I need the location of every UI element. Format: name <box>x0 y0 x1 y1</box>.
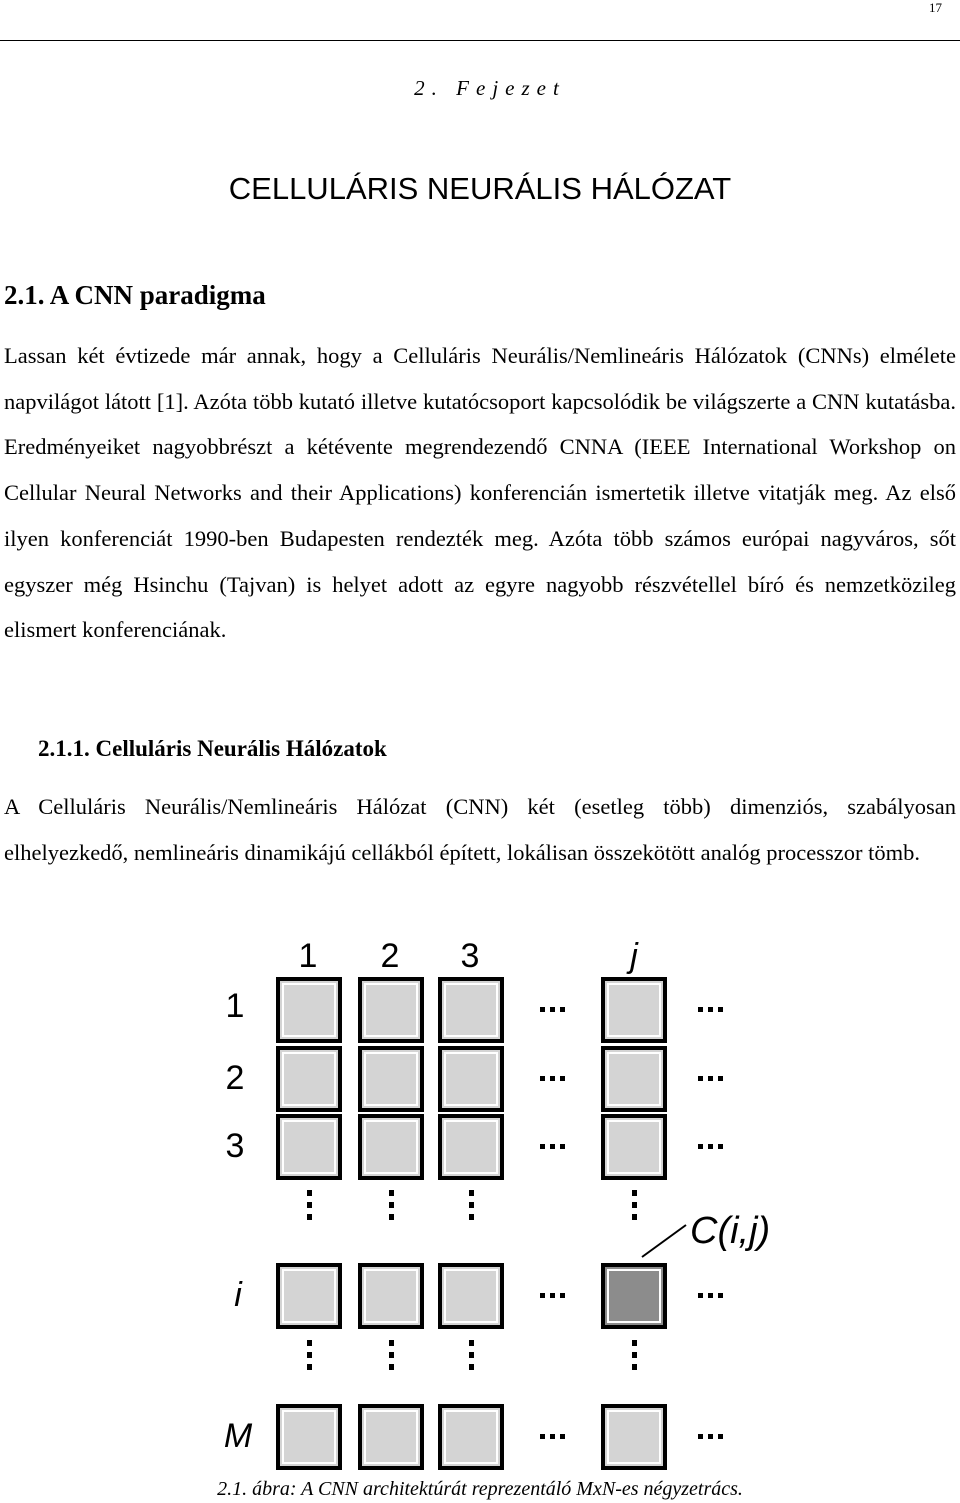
col-label-j: j <box>630 937 638 975</box>
cell <box>603 979 665 1041</box>
leader-line <box>642 1225 686 1257</box>
horizontal-ellipsis-dot <box>540 1293 545 1298</box>
vertical-ellipsis-dot <box>632 1190 637 1196</box>
horizontal-ellipsis-dot <box>550 1144 555 1149</box>
cell <box>360 1265 422 1327</box>
cell <box>603 1116 665 1178</box>
horizontal-ellipsis-dot <box>550 1293 555 1298</box>
vertical-ellipsis-dot <box>469 1214 474 1220</box>
vertical-ellipsis-dot <box>389 1214 394 1220</box>
col-label-2: 2 <box>380 937 400 975</box>
horizontal-ellipsis-dot <box>718 1007 723 1012</box>
vertical-ellipsis-dot <box>307 1214 312 1220</box>
horizontal-ellipsis-dot <box>540 1076 545 1081</box>
cell <box>360 1406 422 1468</box>
vertical-ellipsis-dot <box>389 1364 394 1370</box>
horizontal-ellipsis-dot <box>560 1293 565 1298</box>
row-label-M: M <box>223 1417 253 1455</box>
vertical-ellipsis-dot <box>389 1340 394 1346</box>
vertical-ellipsis-dot <box>389 1190 394 1196</box>
cell <box>278 1406 340 1468</box>
subsection-heading: 2.1.1. Celluláris Neurális Hálózatok <box>38 736 387 761</box>
horizontal-ellipsis-dot <box>540 1007 545 1012</box>
horizontal-ellipsis-dot <box>698 1007 703 1012</box>
vertical-ellipsis-dot <box>469 1202 474 1208</box>
horizontal-ellipsis-dot <box>540 1434 545 1439</box>
horizontal-ellipsis-dot <box>718 1293 723 1298</box>
cell <box>360 979 422 1041</box>
section-heading: 2.1. A CNN paradigma <box>4 280 266 310</box>
col-label-1: 1 <box>298 937 318 975</box>
horizontal-ellipsis-dot <box>550 1007 555 1012</box>
cell-highlighted <box>603 1265 665 1327</box>
horizontal-ellipsis-dot <box>708 1007 713 1012</box>
cell <box>440 1048 502 1110</box>
chapter-title: CELLULÁRIS NEURÁLIS HÁLÓZAT <box>228 171 732 206</box>
vertical-ellipsis-dot <box>632 1352 637 1358</box>
vertical-ellipsis-dot <box>469 1352 474 1358</box>
horizontal-ellipsis-dot <box>698 1293 703 1298</box>
cell <box>360 1048 422 1110</box>
cell <box>603 1406 665 1468</box>
horizontal-ellipsis-dot <box>708 1434 713 1439</box>
cell <box>278 979 340 1041</box>
horizontal-ellipsis-dot <box>540 1144 545 1149</box>
cnn-grid-svg <box>130 925 810 1470</box>
cell <box>278 1048 340 1110</box>
vertical-ellipsis-dot <box>307 1190 312 1196</box>
chapter-label: 2. Fejezet <box>414 76 566 100</box>
row-label-2: 2 <box>225 1059 245 1097</box>
horizontal-ellipsis-dot <box>708 1076 713 1081</box>
vertical-ellipsis-dot <box>632 1214 637 1220</box>
vertical-ellipsis-dot <box>307 1340 312 1346</box>
cell <box>440 979 502 1041</box>
horizontal-ellipsis-dot <box>698 1144 703 1149</box>
row-label-1: 1 <box>225 987 245 1025</box>
cell <box>278 1116 340 1178</box>
cell <box>278 1265 340 1327</box>
paragraph-cnn-paradigm: Lassan két évtizede már annak, hogy a Celluláris Neurális/Nemlineáris Hálózatok (CNNs) elmélete napvilágot látott [1]. Azóta több kutató illetve kutatócsoport kapcsolódik be világszerte a CNN kutatásba. Eredményeiket nagyobbrészt a kétévente megrendezendő CNNA (IEEE International Workshop on Cellular Neural Networks and their Applications) konferencián ismertetik illetve vitatják meg. Az első ilyen konferenciát 1990-ben Budapesten rendezték meg. Azóta több számos európai nagyváros, sőt egyszer még Hsinchu (Tajvan) is helyet adott az egyre nagyobb részvétellel bíró és nemzetközileg elismert konferenciának. <box>4 343 956 643</box>
vertical-ellipsis-dot <box>307 1364 312 1370</box>
col-label-3: 3 <box>460 937 480 975</box>
horizontal-ellipsis-dot <box>718 1434 723 1439</box>
horizontal-ellipsis-dot <box>698 1434 703 1439</box>
highlighted-cell-label: C(i,j) <box>690 1210 771 1252</box>
cell <box>440 1116 502 1178</box>
horizontal-ellipsis-dot <box>718 1076 723 1081</box>
grid-layer <box>278 979 723 1468</box>
vertical-ellipsis-dot <box>307 1352 312 1358</box>
horizontal-ellipsis-dot <box>698 1076 703 1081</box>
cell <box>360 1116 422 1178</box>
horizontal-ellipsis-dot <box>560 1434 565 1439</box>
vertical-ellipsis-dot <box>632 1340 637 1346</box>
figure-caption-text: 2.1. ábra: A CNN architektúrát reprezentáló MxN-es négyzetrács. <box>217 1478 743 1500</box>
horizontal-ellipsis-dot <box>560 1007 565 1012</box>
horizontal-ellipsis-dot <box>560 1076 565 1081</box>
figure-caption <box>0 1478 960 1501</box>
vertical-ellipsis-dot <box>469 1190 474 1196</box>
horizontal-ellipsis-dot <box>550 1076 555 1081</box>
vertical-ellipsis-dot <box>307 1202 312 1208</box>
page-number: 17 <box>929 0 942 15</box>
horizontal-ellipsis-dot <box>560 1144 565 1149</box>
paragraph-cnn-definition: A Celluláris Neurális/Nemlineáris Hálózat (CNN) két (esetleg több) dimenziós, szabályosan elhelyezkedő, nemlineáris dinamikájú cellákból épített, lokálisan összekötött analóg processzor tömb. <box>4 794 956 865</box>
row-label-i: i <box>234 1276 242 1314</box>
vertical-ellipsis-dot <box>389 1202 394 1208</box>
vertical-ellipsis-dot <box>632 1364 637 1370</box>
cell <box>440 1265 502 1327</box>
vertical-ellipsis-dot <box>469 1364 474 1370</box>
header-rule <box>0 40 960 41</box>
horizontal-ellipsis-dot <box>718 1144 723 1149</box>
horizontal-ellipsis-dot <box>708 1144 713 1149</box>
vertical-ellipsis-dot <box>632 1202 637 1208</box>
cell <box>603 1048 665 1110</box>
horizontal-ellipsis-dot <box>550 1434 555 1439</box>
vertical-ellipsis-dot <box>389 1352 394 1358</box>
cell <box>440 1406 502 1468</box>
horizontal-ellipsis-dot <box>708 1293 713 1298</box>
vertical-ellipsis-dot <box>469 1340 474 1346</box>
row-label-3: 3 <box>225 1127 245 1165</box>
cnn-grid-figure <box>130 925 810 1470</box>
